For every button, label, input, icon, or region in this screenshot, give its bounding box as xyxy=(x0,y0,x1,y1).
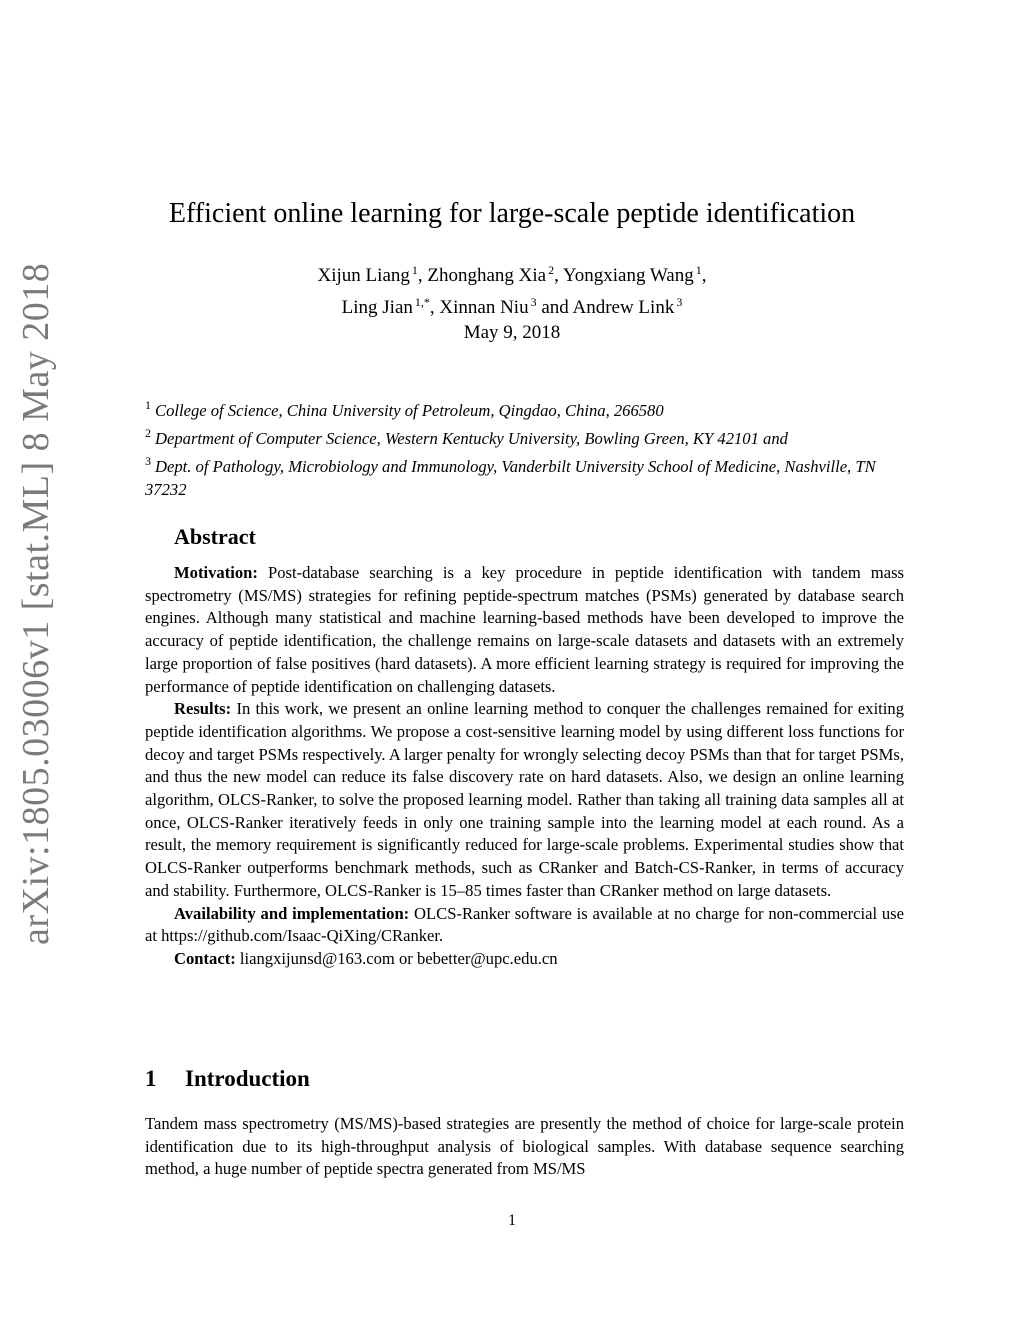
availability-text: OLCS-Ranker software is available at no charge for non-commercial use at https://github.com/Isaac-QiXing/CRanker. xyxy=(145,903,904,946)
contact-text: liangxijunsd@163.com or bebetter@upc.edu.cn xyxy=(239,948,558,968)
affiliation-mark: 1 xyxy=(145,398,151,412)
affiliation-2 xyxy=(145,422,907,450)
section-heading-introduction xyxy=(145,1066,310,1092)
affiliation-1 xyxy=(145,394,907,422)
page-number: 1 xyxy=(508,1212,516,1229)
author-affil-mark: 3 xyxy=(676,295,683,309)
author-list xyxy=(0,257,1024,321)
affiliation-text: College of Science, China University of Petroleum, Qingdao, China, 266580 xyxy=(155,401,664,420)
author-name: Andrew Link xyxy=(572,297,675,318)
abstract-availability xyxy=(145,903,904,948)
motivation-label: Motivation: xyxy=(174,563,258,582)
author-name: Xinnan Niu xyxy=(439,297,529,318)
abstract-motivation xyxy=(145,562,904,698)
abstract-body xyxy=(145,562,904,971)
results-label: Results: xyxy=(174,699,232,719)
author-line-1: Xijun Liang $^1$, Zhonghang Xia $^2$, Yongxiang Wang $^1$, xyxy=(317,263,707,286)
affiliation-mark: 2 xyxy=(145,426,151,440)
paper-title: Efficient online learning for large-scale peptide identification xyxy=(168,198,856,229)
author-name: Yongxiang Wang xyxy=(562,265,694,286)
results-text: In this work, we present an online learning method to conquer the challenges remained for exiting peptide identification algorithms. We propose a cost-sensitive learning model by using different loss functions for decoy and target PSMs respectively. A larger penalty for wrongly selecting decoy PSMs than that for target PSMs, and thus the new model can reduce its false discovery rate on hard datasets. Also, we design an online learning algorithm, OLCS-Ranker, to solve the proposed learning model. Rather than taking all training data samples all at once, OLCS-Ranker iteratively feeds in only one training sample into the learning model at each round. As a result, the memory requirement is significantly reduced for large-scale problems. Experimental studies show that OLCS-Ranker outperforms benchmark methods, such as CRanker and Batch-CS-Ranker, in terms of accuracy and stability. Furthermore, OLCS-Ranker is 15–85 times faster than CRanker method on large datasets. xyxy=(145,699,904,900)
author-name: Zhonghang Xia xyxy=(427,265,547,286)
availability-label: Availability and implementation: xyxy=(174,903,410,923)
affiliation-text: Department of Computer Science, Western Kentucky University, Bowling Green, KY 42101 and xyxy=(155,429,788,448)
author-line-2: Ling Jian $^{1,*}$, Xinnan Niu $^3$ and Andrew Link $^3$ xyxy=(341,295,683,318)
publication-date: May 9, 2018 xyxy=(463,322,561,343)
author-name: Ling Jian xyxy=(341,297,413,318)
motivation-text: Post-database searching is a key procedure in peptide identification with tandem mass spectrometry (MS/MS) strategies for refining peptide-spectrum matches (PSMs) generated by database search engines. Although many statistical and machine learning-based methods have been developed to improve the accuracy of peptide identification, the challenge remains on large-scale datasets and datasets with an extremely large proportion of false positives (hard datasets). A more efficient learning strategy is required for improving the performance of peptide identification on challenging datasets. xyxy=(145,563,904,696)
affiliation-3 xyxy=(145,450,907,501)
abstract-results xyxy=(145,698,904,902)
author-affil-mark: 1,* xyxy=(414,295,430,309)
abstract-contact xyxy=(145,948,904,971)
author-affil-mark: 1 xyxy=(695,263,702,277)
section-number: 1 xyxy=(145,1066,157,1091)
abstract-heading: Abstract xyxy=(174,524,256,549)
author-affil-mark: 1 xyxy=(411,263,418,277)
author-affil-mark: 3 xyxy=(530,295,537,309)
author-name: Xijun Liang xyxy=(317,265,410,286)
affiliations xyxy=(145,394,907,501)
author-affil-mark: 2 xyxy=(548,263,555,277)
arxiv-identifier: arXiv:1805.03006v1 [stat.ML] 8 May 2018 xyxy=(15,262,57,945)
affiliation-mark: 3 xyxy=(145,454,151,468)
introduction-paragraph: Tandem mass spectrometry (MS/MS)-based strategies are presently the method of choice for large-scale protein identification due to its high-throughput analysis of biological samples. With database sequence searching method, a huge number of peptide spectra generated from MS/MS xyxy=(145,1114,904,1179)
contact-label: Contact: xyxy=(174,948,236,968)
section-title: Introduction xyxy=(185,1066,310,1091)
affiliation-text: Dept. of Pathology, Microbiology and Immunology, Vanderbilt University School of Medicine, Nashville, TN 37232 xyxy=(145,457,876,499)
